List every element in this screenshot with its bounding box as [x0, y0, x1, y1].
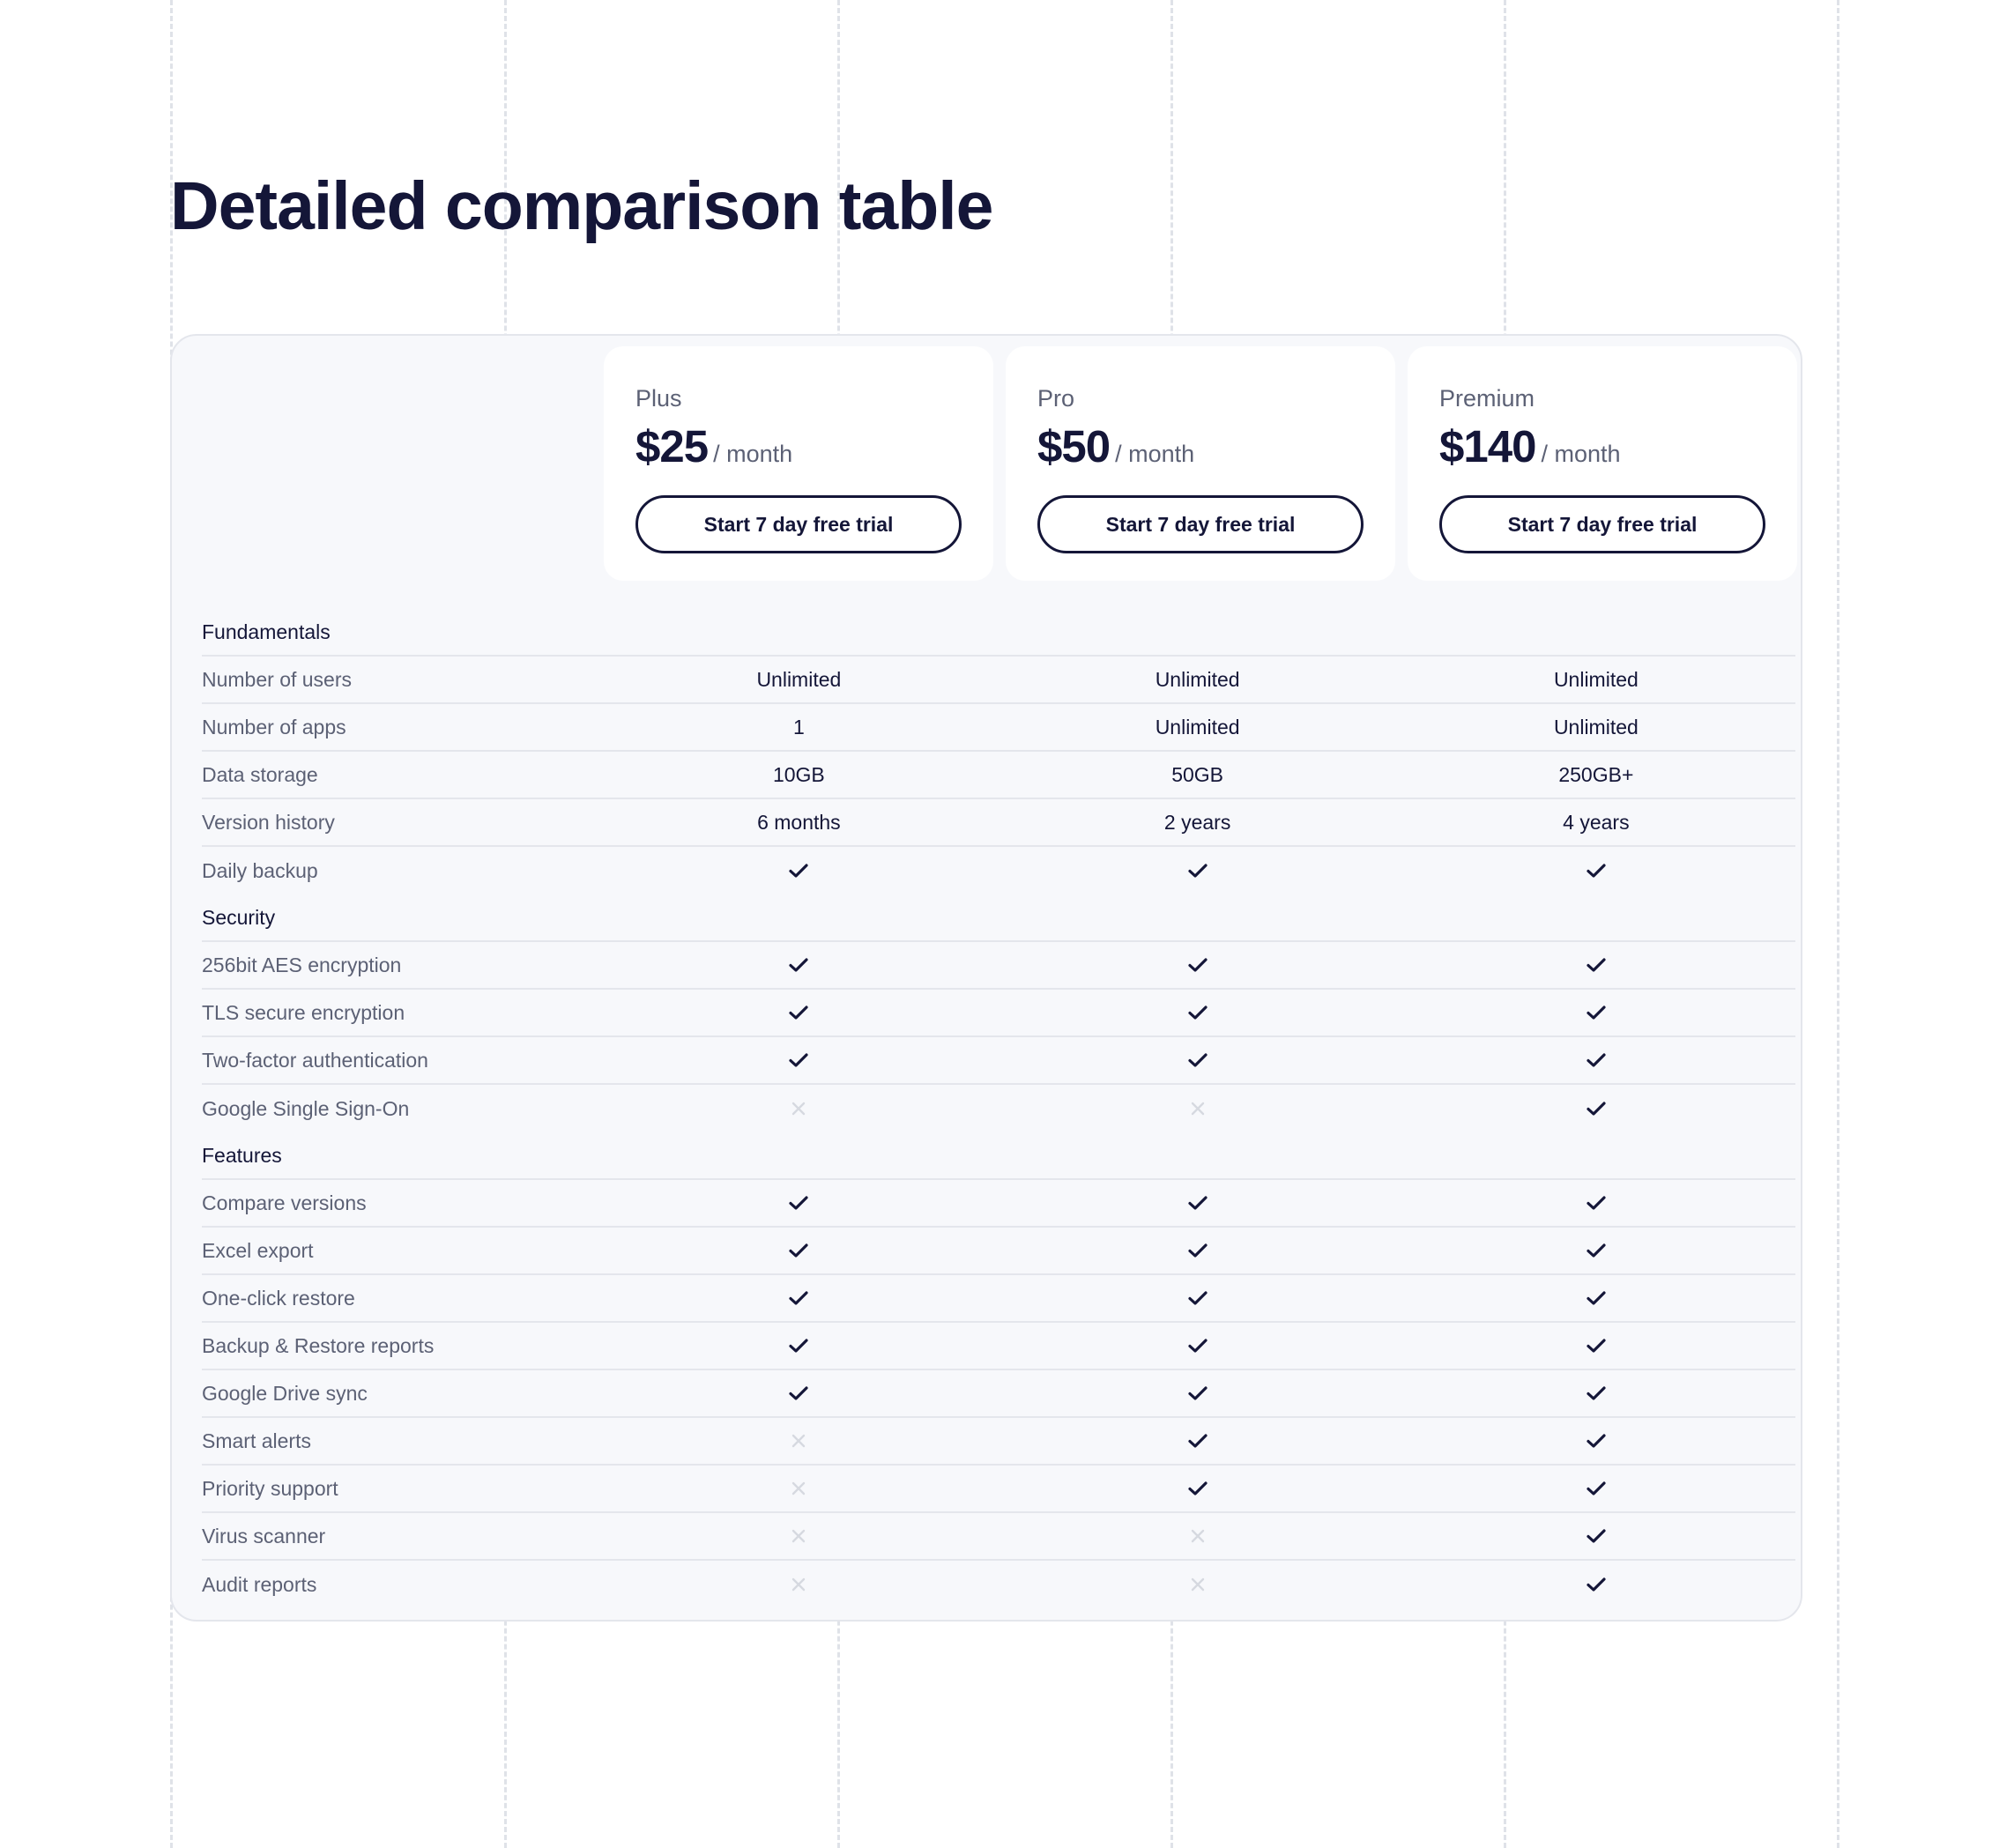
check-icon: [789, 957, 808, 973]
check-icon: [1587, 957, 1606, 973]
cross-icon: [791, 1434, 806, 1448]
price-amount: $25: [635, 421, 709, 471]
cell-included: [1397, 1433, 1795, 1449]
cell-included: [999, 1481, 1397, 1496]
check-icon: [1587, 1005, 1606, 1020]
cell-value: Unlimited: [1155, 715, 1240, 738]
cell-included: [1397, 1195, 1795, 1211]
cell-not-included: [999, 1529, 1397, 1543]
cell-included: [999, 1243, 1397, 1258]
cross-icon: [791, 1577, 806, 1592]
comparison-card: [170, 334, 1802, 1622]
cell-included: [599, 957, 998, 973]
cell-included: [1397, 1101, 1795, 1117]
cell-included: [1397, 1528, 1795, 1544]
check-icon: [1188, 1433, 1208, 1449]
cell-value: 250GB+: [1558, 762, 1634, 786]
feature-label: Audit reports: [202, 1572, 317, 1596]
section-heading: Features: [202, 1132, 1795, 1180]
cell-value: Unlimited: [756, 667, 842, 691]
feature-label: One-click restore: [202, 1286, 355, 1310]
cell-included: [999, 1338, 1397, 1354]
check-icon: [1587, 1433, 1606, 1449]
check-icon: [1587, 1385, 1606, 1401]
feature-label: Google Single Sign-On: [202, 1096, 410, 1120]
cell-included: [599, 1052, 998, 1068]
feature-label: 256bit AES encryption: [202, 953, 402, 976]
price-period: / month: [1541, 441, 1621, 467]
feature-label: Two-factor authentication: [202, 1048, 428, 1072]
plan-price: [1439, 420, 1621, 472]
cell-included: [1397, 957, 1795, 973]
cross-icon: [1191, 1577, 1205, 1592]
start-trial-button-pro[interactable]: Start 7 day free trial: [1037, 495, 1364, 553]
feature-label: Virus scanner: [202, 1524, 326, 1547]
feature-label: Backup & Restore reports: [202, 1333, 435, 1357]
check-icon: [1587, 1195, 1606, 1211]
check-icon: [1188, 1290, 1208, 1306]
cell-value: Unlimited: [1553, 667, 1639, 691]
plan-name: Plus: [635, 385, 682, 412]
start-trial-button-premium[interactable]: Start 7 day free trial: [1439, 495, 1765, 553]
plan-card-pro: [1006, 346, 1395, 581]
check-icon: [1188, 1005, 1208, 1020]
page-title: Detailed comparison table: [170, 168, 993, 244]
table-row: [202, 1180, 1795, 1228]
cell-not-included: [599, 1481, 998, 1495]
cell-included: [599, 1338, 998, 1354]
cell-value: 1: [792, 715, 805, 738]
cell-included: [1397, 1052, 1795, 1068]
table-row: [202, 1466, 1795, 1513]
plan-name: Pro: [1037, 385, 1075, 412]
cell-value: 4 years: [1563, 810, 1630, 834]
cell-value: 10GB: [772, 762, 825, 786]
cell-value: 6 months: [757, 810, 841, 834]
feature-label: Number of users: [202, 667, 353, 691]
section-heading: Fundamentals: [202, 609, 1795, 657]
cross-icon: [791, 1529, 806, 1543]
cell-not-included: [999, 1577, 1397, 1592]
cell-value: Unlimited: [1155, 667, 1240, 691]
cross-icon: [1191, 1102, 1205, 1116]
check-icon: [1587, 1290, 1606, 1306]
cell-included: [1397, 1481, 1795, 1496]
cell-value: 2 years: [1163, 810, 1231, 834]
cell-included: [599, 1195, 998, 1211]
cell-included: [999, 1290, 1397, 1306]
cell-included: [1397, 1243, 1795, 1258]
table-row: [202, 799, 1795, 847]
cell-included: [999, 863, 1397, 879]
cell-included: [599, 1385, 998, 1401]
plan-price: [1037, 420, 1194, 472]
check-icon: [789, 1005, 808, 1020]
feature-label: Data storage: [202, 762, 318, 786]
table-row: [202, 1370, 1795, 1418]
table-row: [202, 752, 1795, 799]
plan-card-plus: [604, 346, 993, 581]
feature-label: Priority support: [202, 1476, 338, 1500]
feature-label: TLS secure encryption: [202, 1000, 405, 1024]
check-icon: [1587, 1101, 1606, 1117]
table-row: [202, 657, 1795, 704]
check-icon: [1188, 957, 1208, 973]
plan-card-premium: [1408, 346, 1797, 581]
guide-line: [1837, 0, 1839, 1848]
check-icon: [789, 1195, 808, 1211]
check-icon: [789, 863, 808, 879]
feature-label: Google Drive sync: [202, 1381, 368, 1405]
table-row: [202, 847, 1795, 894]
cell-included: [1397, 1290, 1795, 1306]
check-icon: [789, 1385, 808, 1401]
table-row: [202, 1561, 1795, 1608]
table-row: [202, 1513, 1795, 1561]
cell-included: [999, 1195, 1397, 1211]
check-icon: [1587, 1577, 1606, 1592]
check-icon: [1587, 1528, 1606, 1544]
cell-included: [599, 863, 998, 879]
cross-icon: [791, 1102, 806, 1116]
cell-included: [599, 1005, 998, 1020]
cross-icon: [791, 1481, 806, 1495]
check-icon: [1188, 863, 1208, 879]
cell-included: [999, 1005, 1397, 1020]
feature-label: Daily backup: [202, 858, 318, 882]
check-icon: [1188, 1052, 1208, 1068]
feature-label: Excel export: [202, 1238, 314, 1262]
check-icon: [789, 1338, 808, 1354]
feature-label: Version history: [202, 810, 335, 834]
cell-included: [1397, 1385, 1795, 1401]
check-icon: [789, 1290, 808, 1306]
start-trial-button-plus[interactable]: Start 7 day free trial: [635, 495, 962, 553]
cross-icon: [1191, 1529, 1205, 1543]
check-icon: [1188, 1338, 1208, 1354]
plan-price: [635, 420, 792, 472]
feature-label: Smart alerts: [202, 1429, 311, 1452]
cell-included: [1397, 1005, 1795, 1020]
table-row: [202, 1228, 1795, 1275]
plan-name: Premium: [1439, 385, 1535, 412]
check-icon: [1188, 1243, 1208, 1258]
check-icon: [1188, 1195, 1208, 1211]
cell-value: Unlimited: [1553, 715, 1639, 738]
check-icon: [1587, 1243, 1606, 1258]
table-row: [202, 1085, 1795, 1132]
check-icon: [1587, 1052, 1606, 1068]
check-icon: [1587, 863, 1606, 879]
cell-included: [999, 957, 1397, 973]
check-icon: [789, 1243, 808, 1258]
cell-not-included: [599, 1577, 998, 1592]
cell-included: [1397, 863, 1795, 879]
feature-label: Compare versions: [202, 1191, 367, 1214]
price-amount: $50: [1037, 421, 1111, 471]
check-icon: [1188, 1385, 1208, 1401]
feature-label: Number of apps: [202, 715, 346, 738]
table-row: [202, 942, 1795, 990]
check-icon: [1188, 1481, 1208, 1496]
cell-included: [599, 1290, 998, 1306]
table-row: [202, 1418, 1795, 1466]
cell-included: [599, 1243, 998, 1258]
cell-included: [999, 1052, 1397, 1068]
cell-included: [1397, 1338, 1795, 1354]
check-icon: [1587, 1481, 1606, 1496]
cell-included: [999, 1433, 1397, 1449]
table-row: [202, 990, 1795, 1037]
table-row: [202, 1275, 1795, 1323]
cell-not-included: [999, 1102, 1397, 1116]
price-amount: $140: [1439, 421, 1536, 471]
cell-not-included: [599, 1434, 998, 1448]
section-heading: Security: [202, 894, 1795, 942]
price-period: / month: [713, 441, 793, 467]
cell-value: 50GB: [1171, 762, 1224, 786]
table-row: [202, 704, 1795, 752]
price-period: / month: [1115, 441, 1195, 467]
comparison-rows: [202, 609, 1795, 1608]
table-row: [202, 1323, 1795, 1370]
cell-included: [999, 1385, 1397, 1401]
cell-not-included: [599, 1529, 998, 1543]
check-icon: [789, 1052, 808, 1068]
check-icon: [1587, 1338, 1606, 1354]
cell-not-included: [599, 1102, 998, 1116]
cell-included: [1397, 1577, 1795, 1592]
table-row: [202, 1037, 1795, 1085]
